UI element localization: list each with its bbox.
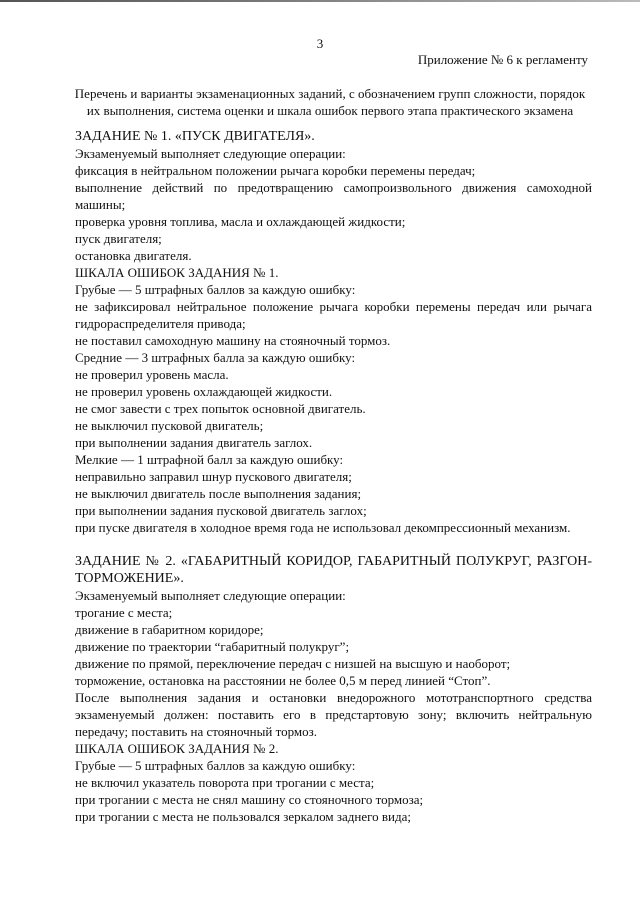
task-2-intro: Экзаменуемый выполняет следующие операции:	[75, 588, 346, 603]
task-1-scale-title: ШКАЛА ОШИБОК ЗАДАНИЯ № 1.	[75, 265, 279, 280]
page-number: 3	[316, 36, 324, 51]
task-1-medium-error: при выполнении задания двигатель заглох.	[75, 435, 313, 450]
task-2-gross-title: Грубые — 5 штрафных баллов за каждую ошибку:	[75, 758, 356, 773]
task-1-operation: фиксация в нейтральном положении рычага коробки перемены передач;	[75, 163, 476, 178]
task-2-gross-error: при трогании с места не пользовался зеркалом заднего вида;	[75, 809, 411, 824]
task-1-operation: остановка двигателя.	[75, 248, 192, 263]
task-2-section	[75, 553, 592, 825]
task-2-after-paragraph: После выполнения задания и остановки внедорожного мототранспортного средства экзаменуемый должен: поставить его в предстартовую зону; включить нейтральную передачу; поставить на стояночный тормоз.	[75, 690, 592, 739]
task-2-operation: движение в габаритном коридоре;	[75, 622, 264, 637]
task-1-medium-error: не проверил уровень масла.	[75, 367, 229, 382]
task-1-gross-error: не поставил самоходную машину на стояночный тормоз.	[75, 333, 391, 348]
task-1-medium-error: не смог завести с трех попыток основной двигатель.	[75, 401, 366, 416]
task-1-minor-error: неправильно заправил шнур пускового двигателя;	[75, 469, 352, 484]
task-2-operation: трогание с места;	[75, 605, 173, 620]
task-1-section	[75, 128, 592, 536]
scan-edge-line	[0, 0, 640, 2]
task-1-intro: Экзаменуемый выполняет следующие операции:	[75, 146, 346, 161]
task-1-title: ЗАДАНИЕ № 1. «ПУСК ДВИГАТЕЛЯ».	[75, 129, 315, 144]
task-1-medium-title: Средние — 3 штрафных балла за каждую ошибку:	[75, 350, 356, 365]
appendix-label: Приложение № 6 к регламенту	[417, 52, 588, 67]
task-1-minor-error: при пуске двигателя в холодное время года не использовал декомпрессионный механизм.	[75, 520, 571, 535]
task-2-operation: движение по прямой, переключение передач с низшей на высшую и наоборот;	[75, 656, 511, 671]
task-2-gross-error: не включил указатель поворота при трогании с места;	[75, 775, 375, 790]
task-1-operation: пуск двигателя;	[75, 231, 162, 246]
task-1-minor-title: Мелкие — 1 штрафной балл за каждую ошибку:	[75, 452, 344, 467]
task-2-title: ЗАДАНИЕ № 2. «ГАБАРИТНЫЙ КОРИДОР, ГАБАРИТНЫЙ ПОЛУКРУГ, РАЗГОН-ТОРМОЖЕНИЕ».	[75, 554, 592, 586]
task-1-operation: выполнение действий по предотвращению самопроизвольного движения самоходной машины;	[75, 180, 592, 212]
task-1-gross-error: не зафиксировал нейтральное положение рычага коробки перемены передач или рычага гидрораспределителя привода;	[75, 299, 592, 331]
task-2-scale-title: ШКАЛА ОШИБОК ЗАДАНИЯ № 2.	[75, 741, 279, 756]
document-heading	[60, 85, 600, 119]
task-1-minor-error: при выполнении задания пусковой двигатель заглох;	[75, 503, 367, 518]
heading-line: Перечень и варианты экзаменационных заданий, с обозначением групп сложности, порядок	[74, 86, 586, 101]
heading-line: их выполнения, система оценки и шкала ошибок первого этапа практического экзамена	[86, 103, 574, 118]
task-1-medium-error: не проверил уровень охлаждающей жидкости.	[75, 384, 333, 399]
task-2-operation: движение по траектории “габаритный полукруг”;	[75, 639, 350, 654]
task-1-operation: проверка уровня топлива, масла и охлаждающей жидкости;	[75, 214, 406, 229]
task-2-operation: торможение, остановка на расстоянии не более 0,5 м перед линией “Стоп”.	[75, 673, 491, 688]
task-2-gross-error: при трогании с места не снял машину со стояночного тормоза;	[75, 792, 424, 807]
task-1-gross-title: Грубые — 5 штрафных баллов за каждую ошибку:	[75, 282, 356, 297]
task-1-medium-error: не выключил пусковой двигатель;	[75, 418, 264, 433]
document-body	[75, 128, 592, 825]
task-1-minor-error: не выключил двигатель после выполнения задания;	[75, 486, 362, 501]
